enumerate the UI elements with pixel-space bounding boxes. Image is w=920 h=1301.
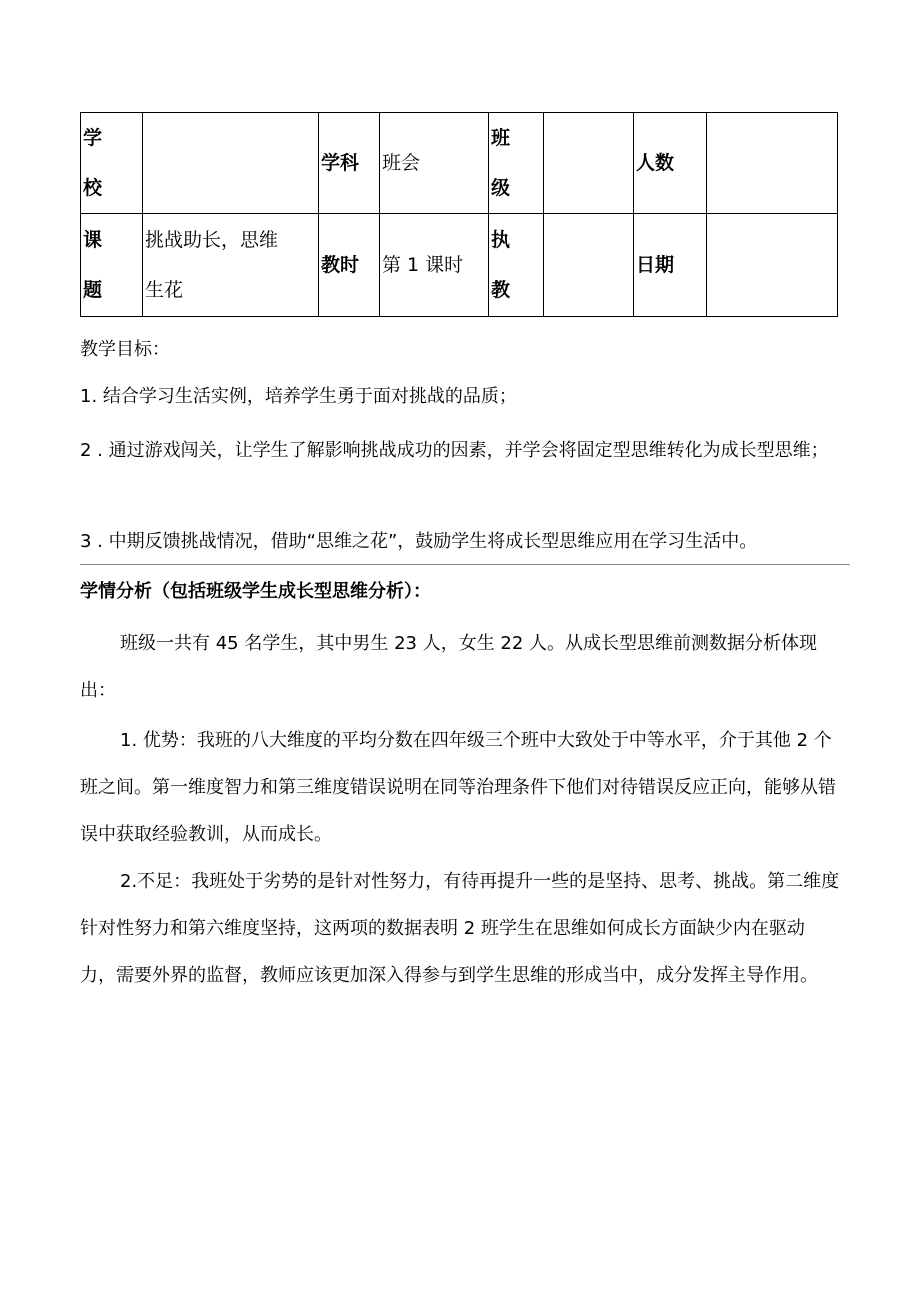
objective-item-2: 2 . 通过游戏闯关，让学生了解影响挑战成功的因素，并学会将固定型思维转化为成长型思维； bbox=[80, 440, 829, 461]
subject-value: 班会 bbox=[380, 113, 489, 214]
teacher-label: 执 教 bbox=[489, 214, 544, 317]
period-value: 第 1 课时 bbox=[380, 214, 489, 317]
objective-item-1: 1. 结合学习生活实例，培养学生勇于面对挑战的品质； bbox=[80, 386, 517, 407]
analysis-title: 学情分析（包括班级学生成长型思维分析）： bbox=[80, 581, 431, 602]
topic-label: 课 题 bbox=[81, 214, 143, 317]
table-row bbox=[81, 113, 838, 214]
objectives-title: 教学目标： bbox=[80, 339, 170, 360]
analysis-paragraph-1: 班级一共有 45 名学生，其中男生 23 人，女生 22 人。从成长型思维前测数据分析体现出： bbox=[80, 633, 818, 701]
school-value bbox=[143, 113, 319, 214]
date-label: 日期 bbox=[634, 214, 707, 317]
school-label: 学 校 bbox=[81, 113, 143, 214]
objective-item-3: 3 . 中期反馈挑战情况，借助“思维之花”，鼓励学生将成长型思维应用在学习生活中。 bbox=[80, 531, 758, 552]
lesson-info-table bbox=[80, 112, 838, 317]
class-label: 班 级 bbox=[489, 113, 544, 214]
date-value bbox=[707, 214, 838, 317]
class-value bbox=[544, 113, 634, 214]
count-value bbox=[707, 113, 838, 214]
analysis-paragraph-3: 2.不足：我班处于劣势的是针对性努力，有待再提升一些的是坚持、思考、挑战。第二维度针对性努力和第六维度坚持，这两项的数据表明 2 班学生在思维如何成长方面缺少内在驱动力，需要外界的监督，教师应该更加深入得参与到学生思维的形成当中，成分发挥主导作用。 bbox=[80, 871, 840, 986]
table-row bbox=[81, 214, 838, 317]
count-label: 人数 bbox=[634, 113, 707, 214]
topic-value: 挑战助长，思维 生花 bbox=[143, 214, 319, 317]
section-divider bbox=[80, 564, 850, 565]
subject-label: 学科 bbox=[319, 113, 380, 214]
period-label: 教时 bbox=[319, 214, 380, 317]
teacher-value bbox=[544, 214, 634, 317]
analysis-paragraph-2: 1. 优势：我班的八大维度的平均分数在四年级三个班中大致处于中等水平，介于其他 2 个班之间。第一维度智力和第三维度错误说明在同等治理条件下他们对待错误反应正向，能够从错误中获取经验教训，从而成长。 bbox=[80, 730, 836, 845]
